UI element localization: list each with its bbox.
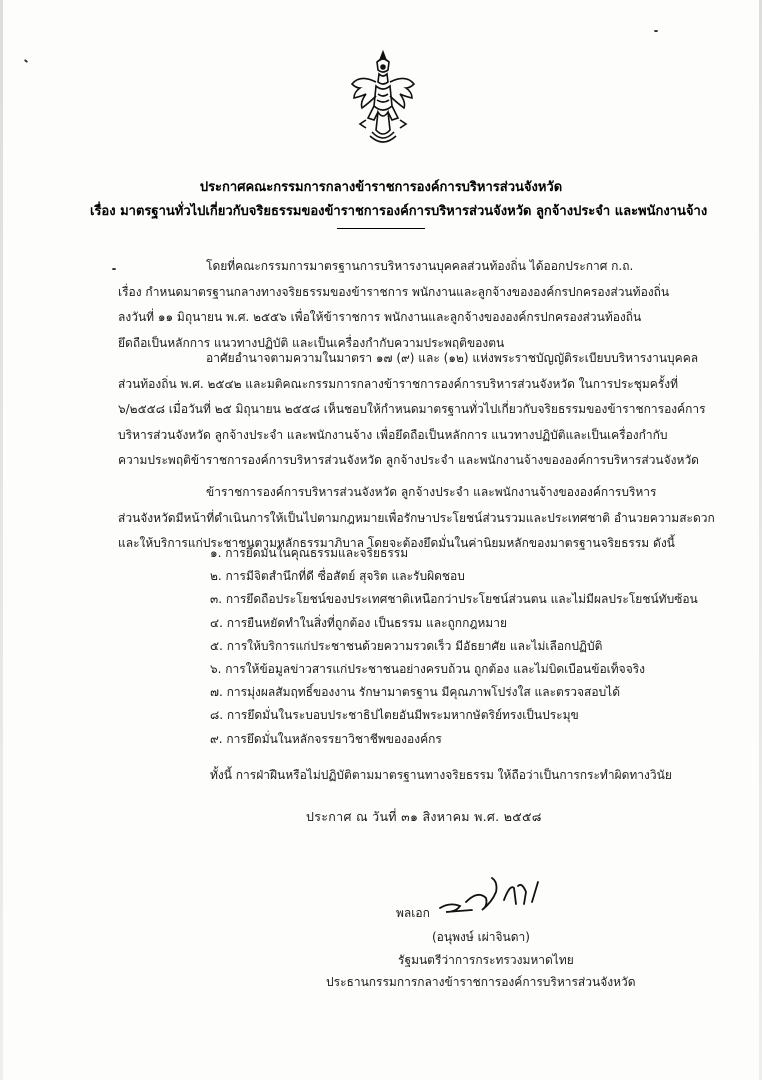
list-item: ๘. การยึดมั่นในระบอบประชาธิปไตยอันมีพระมหากษัตริย์ทรงเป็นประมุข bbox=[210, 708, 579, 723]
list-item: ๕. การให้บริการแก่ประชาชนด้วยความรวดเร็ว มีอัธยาศัย และไม่เลือกปฏิบัติ bbox=[210, 638, 603, 653]
signatory-position: ประธานกรรมการกลางข้าราชการองค์การบริหารส่วนจังหวัด bbox=[326, 975, 636, 989]
paragraph-line: อาศัยอำนาจตามความในมาตรา ๑๗ (๙) และ (๑๒) แห่งพระราชบัญญัติระเบียบบริหารงานบุคคล bbox=[206, 351, 699, 365]
closing-statement: ทั้งนี้ การฝ่าฝืนหรือไม่ปฏิบัติตามมาตรฐานทางจริยธรรม ให้ถือว่าเป็นการกระทำผิดทางวินัย bbox=[210, 768, 672, 782]
title-divider bbox=[337, 228, 425, 229]
document-title: ประกาศคณะกรรมการกลางข้าราชการองค์การบริหารส่วนจังหวัด bbox=[199, 180, 563, 195]
core-values-list bbox=[210, 542, 698, 751]
paragraph-preamble bbox=[118, 254, 718, 356]
list-item: ๔. การยืนหยัดทำในสิ่งที่ถูกต้อง เป็นธรรม และถูกกฎหมาย bbox=[210, 615, 507, 630]
announcement-date: ประกาศ ณ วันที่ ๓๑ สิงหาคม พ.ศ. ๒๕๕๘ bbox=[306, 809, 542, 824]
signatory-rank: พลเอก bbox=[396, 906, 430, 920]
paragraph-line: ความประพฤติข้าราชการองค์การบริหารส่วนจังหวัด ลูกจ้างประจำ และพนักงานจ้างขององค์การบริหารส่วนจังหวัด bbox=[118, 453, 699, 467]
scan-speck bbox=[24, 59, 28, 63]
paragraph-line: บริหารส่วนจังหวัด ลูกจ้างประจำ และพนักงานจ้าง เพื่อยึดถือเป็นหลักการ แนวทางปฏิบัติและเป็นเครื่องกำกับ bbox=[118, 427, 668, 442]
scan-speck bbox=[112, 268, 116, 270]
document-subject: เรื่อง มาตรฐานทั่วไปเกี่ยวกับจริยธรรมของข้าราชการองค์การบริหารส่วนจังหวัด ลูกจ้างประจำ และพนักงานจ้าง bbox=[90, 204, 708, 219]
paragraph-line: ๖/๒๕๕๘ เมื่อวันที่ ๒๕ มิถุนายน ๒๕๕๘ เห็นชอบให้กำหนดมาตรฐานทั่วไปเกี่ยวกับจริยธรรมของข้าราชการองค์การ bbox=[118, 402, 706, 416]
list-item: ๑. การยึดมั่นในคุณธรรมและจริยธรรม bbox=[210, 546, 409, 560]
signatory-name: (อนุพงษ์ เผ่าจินดา) bbox=[432, 930, 530, 944]
paragraph-line: และให้บริการแก่ประชาชนตามหลักธรรมาภิบาล โดยจะต้องยึดมั่นในค่านิยมหลักของมาตรฐานจริยธรรม ดังนี้ bbox=[118, 536, 675, 550]
paragraph-line: ส่วนท้องถิ่น พ.ศ. ๒๕๔๒ และมติคณะกรรมการกลางข้าราชการองค์การบริหารส่วนจังหวัด ในการประชุมครั้งที่ bbox=[118, 376, 679, 391]
list-item: ๒. การมีจิตสำนึกที่ดี ซื่อสัตย์ สุจริต และรับผิดชอบ bbox=[210, 569, 465, 584]
paragraph-line: เรื่อง กำหนดมาตรฐานกลางทางจริยธรรมของข้าราชการ พนักงานและลูกจ้างขององค์กรปกครองส่วนท้องถิ่น bbox=[118, 284, 670, 299]
paragraph-line: โดยที่คณะกรรมการมาตรฐานการบริหารงานบุคคลส่วนท้องถิ่น ได้ออกประกาศ ก.ถ. bbox=[206, 259, 634, 273]
paragraph-line: ส่วนจังหวัดมีหน้าที่ดำเนินการให้เป็นไปตามกฎหมายเพื่อรักษาประโยชน์ส่วนรวมและประเทศชาติ อำนวยความสะดวก bbox=[118, 510, 715, 525]
scan-speck bbox=[654, 30, 658, 32]
paragraph-line: ยึดถือเป็นหลักการ แนวทางปฏิบัติ และเป็นเครื่องกำกับความประพฤติของตน bbox=[118, 335, 505, 350]
paragraph-authority bbox=[118, 346, 718, 474]
scan-edge-left bbox=[0, 0, 3, 1080]
list-item: ๙. การยึดมั่นในหลักจรรยาวิชาชีพขององค์กร bbox=[210, 731, 442, 746]
list-item: ๓. การยึดถือประโยชน์ของประเทศชาติเหนือกว่าประโยชน์ส่วนตน และไม่มีผลประโยชน์ทับซ้อน bbox=[210, 592, 698, 607]
list-item: ๗. การมุ่งผลสัมฤทธิ์ของงาน รักษามาตรฐาน มีคุณภาพโปร่งใส และตรวจสอบได้ bbox=[210, 685, 621, 700]
paragraph-line: ข้าราชการองค์การบริหารส่วนจังหวัด ลูกจ้างประจำ และพนักงานจ้างขององค์การบริหาร bbox=[206, 485, 657, 499]
list-item: ๖. การให้ข้อมูลข่าวสารแก่ประชาชนอย่างครบถ้วน ถูกต้อง และไม่บิดเบือนข้อเท็จจริง bbox=[210, 661, 646, 676]
paragraph-line: ลงวันที่ ๑๑ มิถุนายน พ.ศ. ๒๕๕๖ เพื่อให้ข้าราชการ พนักงานและลูกจ้างขององค์กรปกครองส่วนท้องถิ่น bbox=[118, 310, 642, 324]
garuda-emblem-icon bbox=[346, 48, 420, 148]
handwritten-signature bbox=[426, 872, 576, 922]
signatory-position: รัฐมนตรีว่าการกระทรวงมหาดไทย bbox=[398, 953, 574, 967]
